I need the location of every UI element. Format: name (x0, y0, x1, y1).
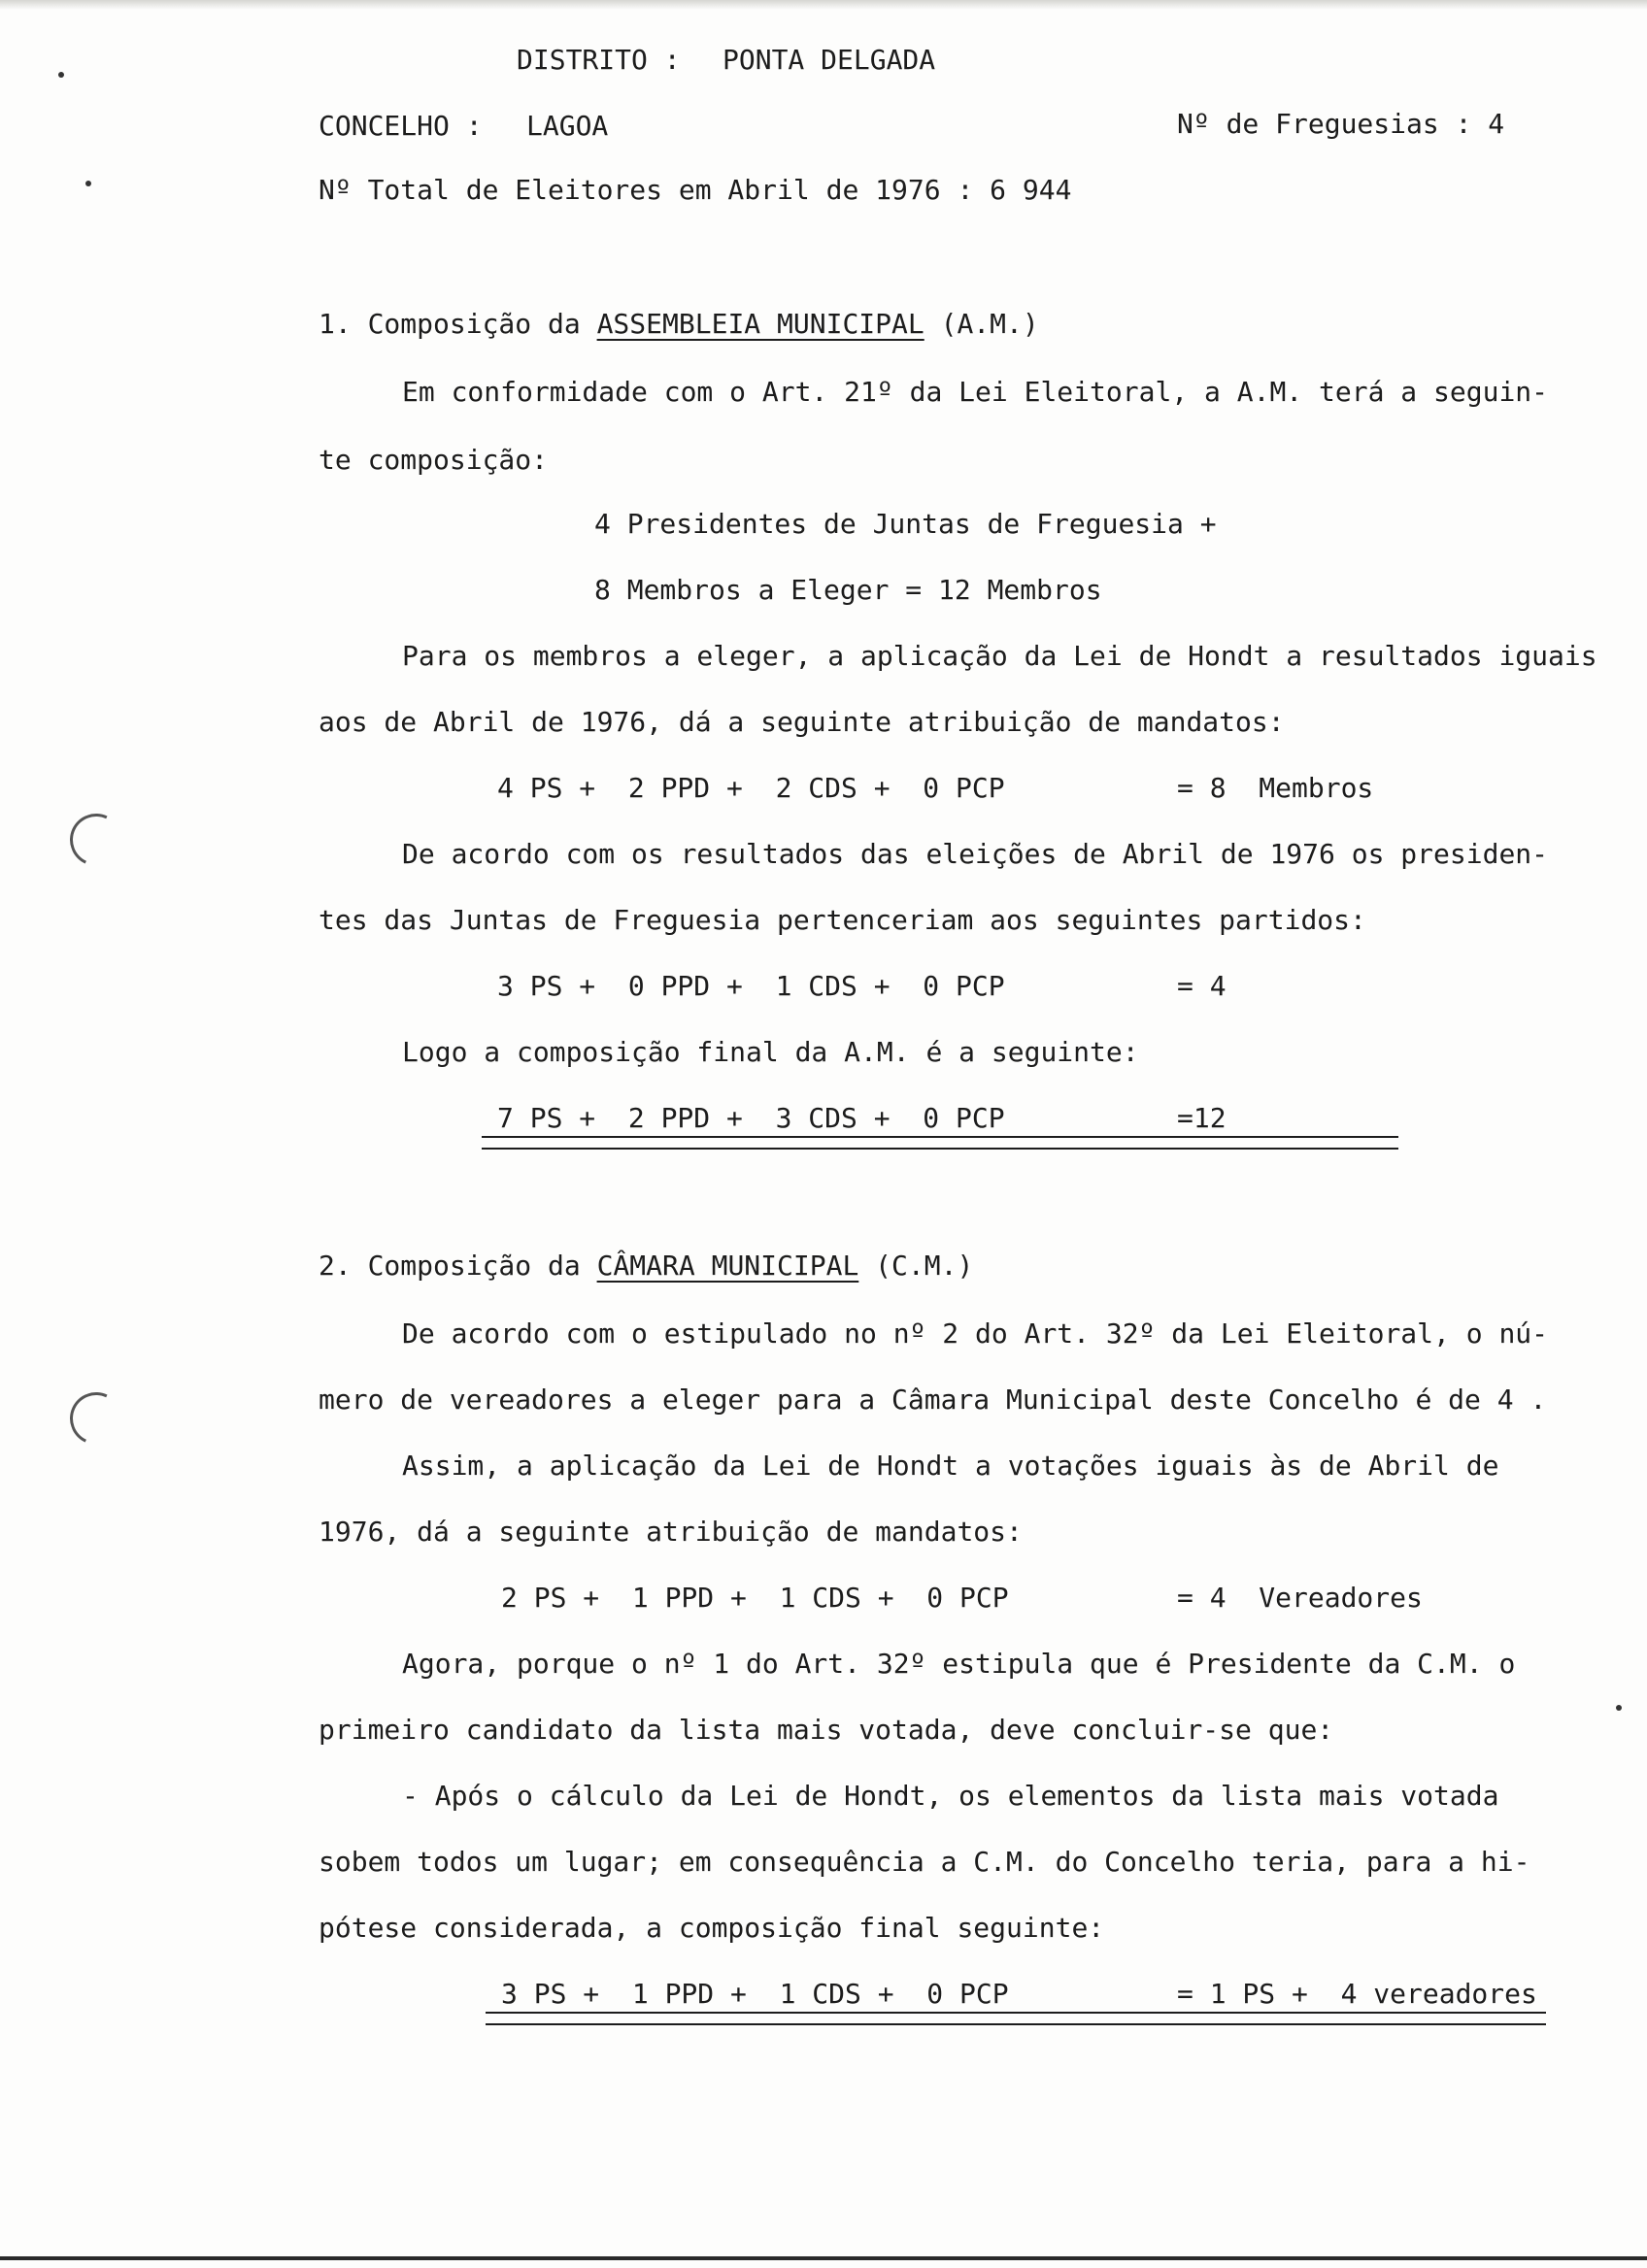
scan-top-edge (0, 0, 1647, 10)
sec1-final-rule-1 (482, 1136, 1398, 1138)
sec1-composition-line1: 4 Presidentes de Juntas de Freguesia + (594, 508, 1217, 540)
concelho-value: LAGOA (526, 110, 609, 142)
total-eleitores: Nº Total de Eleitores em Abril de 1976 : 6 944 (319, 174, 1072, 206)
sec2-equation1-total: = 4 Vereadores (1177, 1582, 1423, 1614)
scan-speck (85, 181, 91, 186)
sec1-para3-line2: tes das Juntas de Freguesia pertenceriam aos seguintes partidos: (319, 904, 1366, 936)
section-1-heading-title: ASSEMBLEIA MUNICIPAL (596, 308, 924, 340)
sec1-equation1-total: = 8 Membros (1177, 772, 1374, 804)
sec1-para2-line2: aos de Abril de 1976, dá a seguinte atribuição de mandatos: (319, 706, 1285, 738)
sec2-final-total: = 1 PS + 4 vereadores (1177, 1978, 1537, 2010)
punch-hole-top (62, 806, 129, 873)
sec2-para4-line2: sobem todos um lugar; em consequência a C.M. do Concelho teria, para a hi- (319, 1846, 1530, 1878)
section-1-heading-prefix: 1. Composição da (319, 308, 581, 340)
scan-speck (1616, 1705, 1622, 1711)
sec2-final-parties: 3 PS + 1 PPD + 1 CDS + 0 PCP (501, 1978, 1009, 2010)
sec2-para1-line2: mero de vereadores a eleger para a Câmara Municipal deste Concelho é de 4 . (319, 1384, 1547, 1416)
sec2-para1-line1: De acordo com o estipulado no nº 2 do Art. 32º da Lei Eleitoral, o nú- (402, 1317, 1549, 1350)
section-2-heading-prefix: 2. Composição da (319, 1250, 581, 1282)
sec2-final-rule-2 (486, 2023, 1546, 2025)
sec1-para3-line1: De acordo com os resultados das eleições de Abril de 1976 os presiden- (402, 838, 1549, 870)
sec2-para4-line1: - Após o cálculo da Lei de Hondt, os elementos da lista mais votada (402, 1780, 1499, 1812)
sec2-equation1-parties: 2 PS + 1 PPD + 1 CDS + 0 PCP (501, 1582, 1009, 1614)
sec2-para2-line2: 1976, dá a seguinte atribuição de mandatos: (319, 1516, 1023, 1548)
section-2-heading-suffix: (C.M.) (875, 1250, 974, 1282)
scan-speck (58, 72, 64, 78)
section-2-heading-title: CÂMARA MUNICIPAL (596, 1250, 859, 1282)
sec2-final-rule-1 (486, 2012, 1546, 2014)
freguesias-count: Nº de Freguesias : 4 (1177, 108, 1505, 140)
punch-hole-bottom (62, 1384, 129, 1451)
sec1-final-parties: 7 PS + 2 PPD + 3 CDS + 0 PCP (497, 1102, 1005, 1134)
section-2-heading (319, 1252, 973, 1280)
sec1-final-total: =12 (1177, 1102, 1227, 1134)
sec2-para3-line2: primeiro candidato da lista mais votada, deve concluir-se que: (319, 1714, 1334, 1746)
sec1-final-rule-2 (482, 1148, 1398, 1150)
sec1-para4: Logo a composição final da A.M. é a seguinte: (402, 1036, 1139, 1068)
sec2-para2-line1: Assim, a aplicação da Lei de Hondt a votações iguais às de Abril de (402, 1450, 1499, 1482)
sec2-para4-line3: pótese considerada, a composição final seguinte: (319, 1912, 1105, 1944)
sec1-composition-line2: 8 Membros a Eleger = 12 Membros (594, 574, 1102, 606)
sec1-para1-line1: Em conformidade com o Art. 21º da Lei Eleitoral, a A.M. terá a seguin- (402, 376, 1549, 408)
sec1-para2-line1: Para os membros a eleger, a aplicação da Lei de Hondt a resultados iguais (402, 640, 1597, 672)
distrito-value: PONTA DELGADA (723, 44, 936, 76)
concelho-label: CONCELHO : (319, 110, 483, 142)
sec1-equation2-total: = 4 (1177, 970, 1227, 1002)
sec1-para1-line2: te composição: (319, 444, 549, 476)
section-1-heading (319, 308, 1039, 340)
scan-bottom-edge (0, 2256, 1647, 2260)
section-1-heading-suffix: (A.M.) (940, 308, 1039, 340)
sec1-equation2-parties: 3 PS + 0 PPD + 1 CDS + 0 PCP (497, 970, 1005, 1002)
sec2-para3-line1: Agora, porque o nº 1 do Art. 32º estipula que é Presidente da C.M. o (402, 1648, 1516, 1680)
distrito-label: DISTRITO : (517, 44, 681, 76)
sec1-equation1-parties: 4 PS + 2 PPD + 2 CDS + 0 PCP (497, 772, 1005, 804)
